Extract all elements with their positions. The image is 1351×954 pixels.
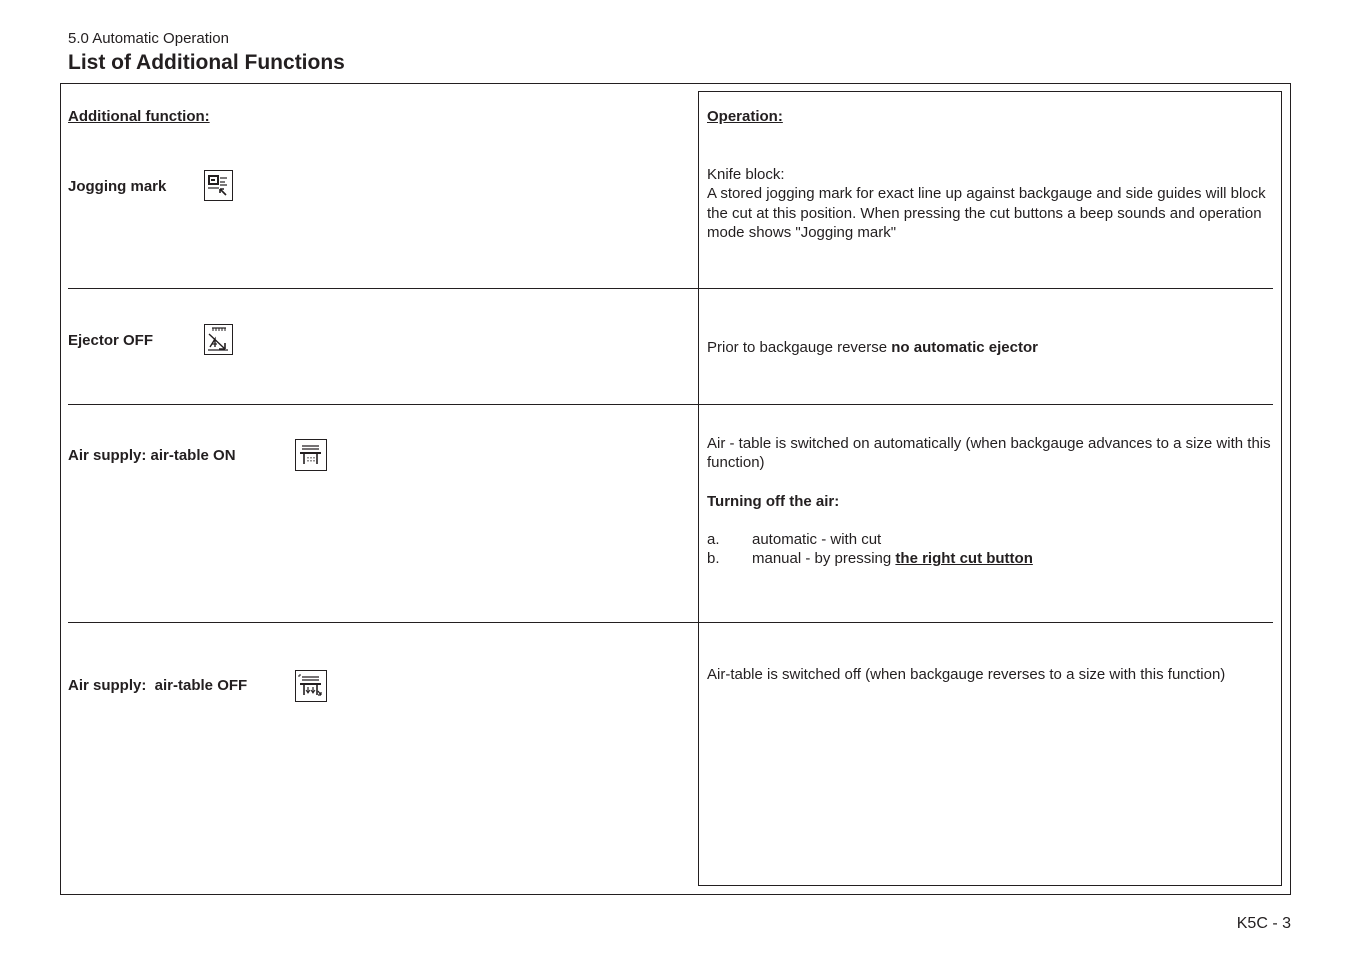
turning-off-list bbox=[707, 530, 1273, 569]
additional-function-heading: Additional function: bbox=[68, 108, 210, 125]
section-label: 5.0 Automatic Operation bbox=[68, 30, 229, 47]
function-name-air-table-off: Air supply: air-table OFF bbox=[68, 677, 248, 694]
operation-heading: Operation: bbox=[707, 108, 783, 125]
operation-jogging-mark bbox=[707, 165, 1273, 242]
list-item bbox=[707, 530, 1273, 549]
air-table-on-description: Air - table is switched on automatically (when backgauge advances to a size with this function) bbox=[707, 435, 1271, 472]
air-table-off-description: Air-table is switched off (when backgauge reverses to a size with this function) bbox=[707, 666, 1226, 683]
air-table-on-icon bbox=[295, 439, 327, 471]
list-item bbox=[707, 549, 1273, 568]
jogging-mark-icon bbox=[204, 170, 233, 201]
function-name-ejector-off: Ejector OFF bbox=[68, 332, 154, 349]
operation-air-table-on bbox=[707, 434, 1273, 568]
list-text: manual - by pressing bbox=[752, 550, 896, 568]
row-divider bbox=[68, 622, 1273, 623]
page-title: List of Additional Functions bbox=[68, 51, 345, 74]
jogging-mark-description: A stored jogging mark for exact line up against backgauge and side guides will block the cut at this position. When pressing the cut buttons a beep sounds and operation mode shows "Jogging mark" bbox=[707, 185, 1266, 241]
operation-ejector-off bbox=[707, 338, 1273, 357]
list-marker: a. bbox=[707, 530, 720, 548]
ejector-text: Prior to backgauge reverse bbox=[707, 339, 892, 356]
list-text-with-emphasis bbox=[752, 549, 1033, 568]
page-number: K5C - 3 bbox=[1236, 915, 1291, 932]
row-divider bbox=[68, 404, 1273, 405]
operation-air-table-off bbox=[707, 665, 1273, 684]
row-divider bbox=[68, 288, 1273, 289]
ejector-emphasis: no automatic ejector bbox=[891, 339, 1038, 356]
function-name-air-table-on: Air supply: air-table ON bbox=[68, 447, 236, 464]
ejector-off-icon bbox=[204, 324, 233, 355]
turning-off-heading: Turning off the air: bbox=[707, 492, 840, 510]
list-text: automatic - with cut bbox=[752, 530, 882, 548]
air-table-off-icon bbox=[295, 670, 327, 702]
list-marker: b. bbox=[707, 550, 720, 568]
function-name-jogging-mark: Jogging mark bbox=[68, 178, 167, 195]
right-cut-button-emphasis: the right cut button bbox=[895, 550, 1033, 568]
knife-block-label: Knife block: bbox=[707, 166, 785, 183]
